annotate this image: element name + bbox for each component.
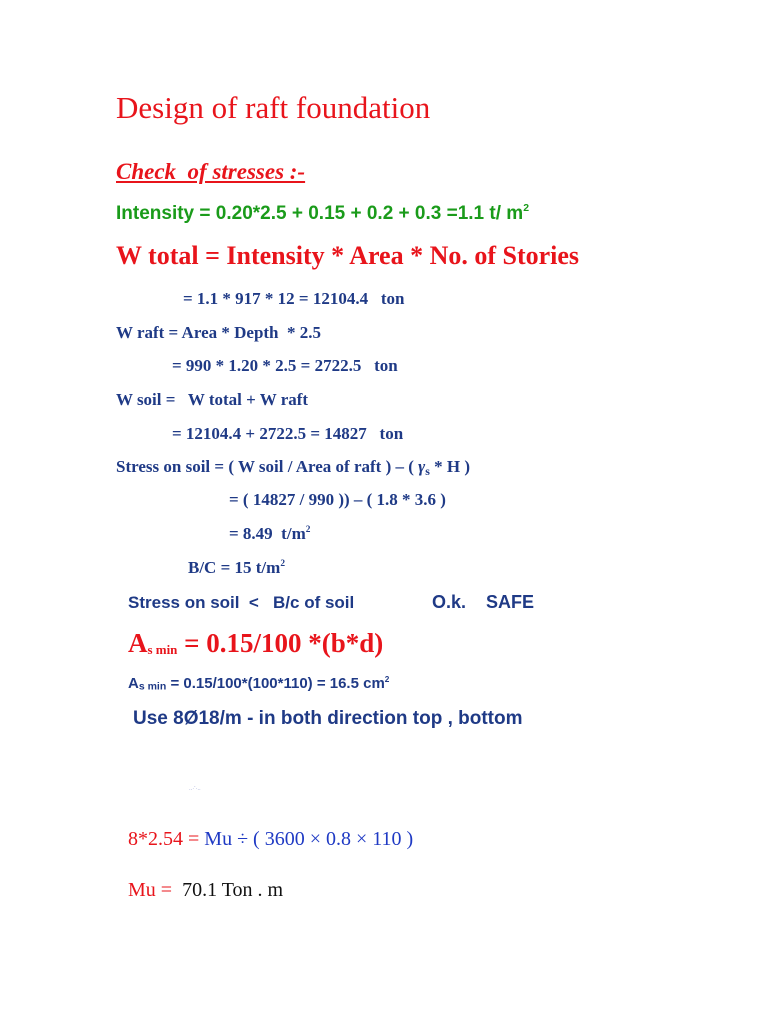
as-min-formula: As min = 0.15/100 *(b*d) <box>128 628 384 658</box>
reinforcement-note: Use 8Ø18/m - in both direction top , bottom <box>133 708 523 729</box>
stress-comparison: Stress on soil < B/c of soil <box>128 593 355 612</box>
bearing-capacity: B/C = 15 $t/m^2$ <box>188 558 285 577</box>
stress-calculation-step1: = ( 14827 / 990 )) – ( 1.8 * 3.6 ) <box>229 490 446 509</box>
w-total-calculation: = 1.1 * 917 * 12 = 12104.4 ton <box>183 289 405 308</box>
intensity-formula: Intensity = 0.20*2.5 + 0.15 + 0.2 + 0.3 =1.1 t/ $m^2$ <box>116 203 529 224</box>
scribble-mark: ‥·`·‥ <box>189 787 201 792</box>
stress-calculation-result: = 8.49 $t/m^2$ <box>229 524 311 543</box>
as-min-calculation: As min = 0.15/100*(100*110) = 16.5 $cm^2$ <box>128 674 390 693</box>
ok-safe-label: O.k. SAFE <box>432 592 535 612</box>
moment-equation: 8*2.54 = Mu ÷ ( 3600 × 0.8 × 110 ) <box>128 828 414 850</box>
w-raft-formula: W raft = Area * Depth * 2.5 <box>116 323 322 342</box>
moment-result: Mu = 70.1 Ton . m <box>128 879 284 901</box>
gamma-symbol: γ <box>418 457 426 476</box>
w-soil-formula: W soil = W total + W raft <box>116 390 309 409</box>
w-soil-calculation: = 12104.4 + 2722.5 = 14827 ton <box>172 424 404 443</box>
w-total-formula: W total = Intensity * Area * No. of Stories <box>116 241 580 270</box>
check-stresses-heading: Check of stresses :- <box>116 159 306 184</box>
page-title: Design of raft foundation <box>116 90 431 125</box>
w-raft-calculation: = 990 * 1.20 * 2.5 = 2722.5 ton <box>172 356 398 375</box>
stress-on-soil-formula: Stress on soil = ( W soil / Area of raft ) – ( γs * H ) <box>116 457 470 478</box>
